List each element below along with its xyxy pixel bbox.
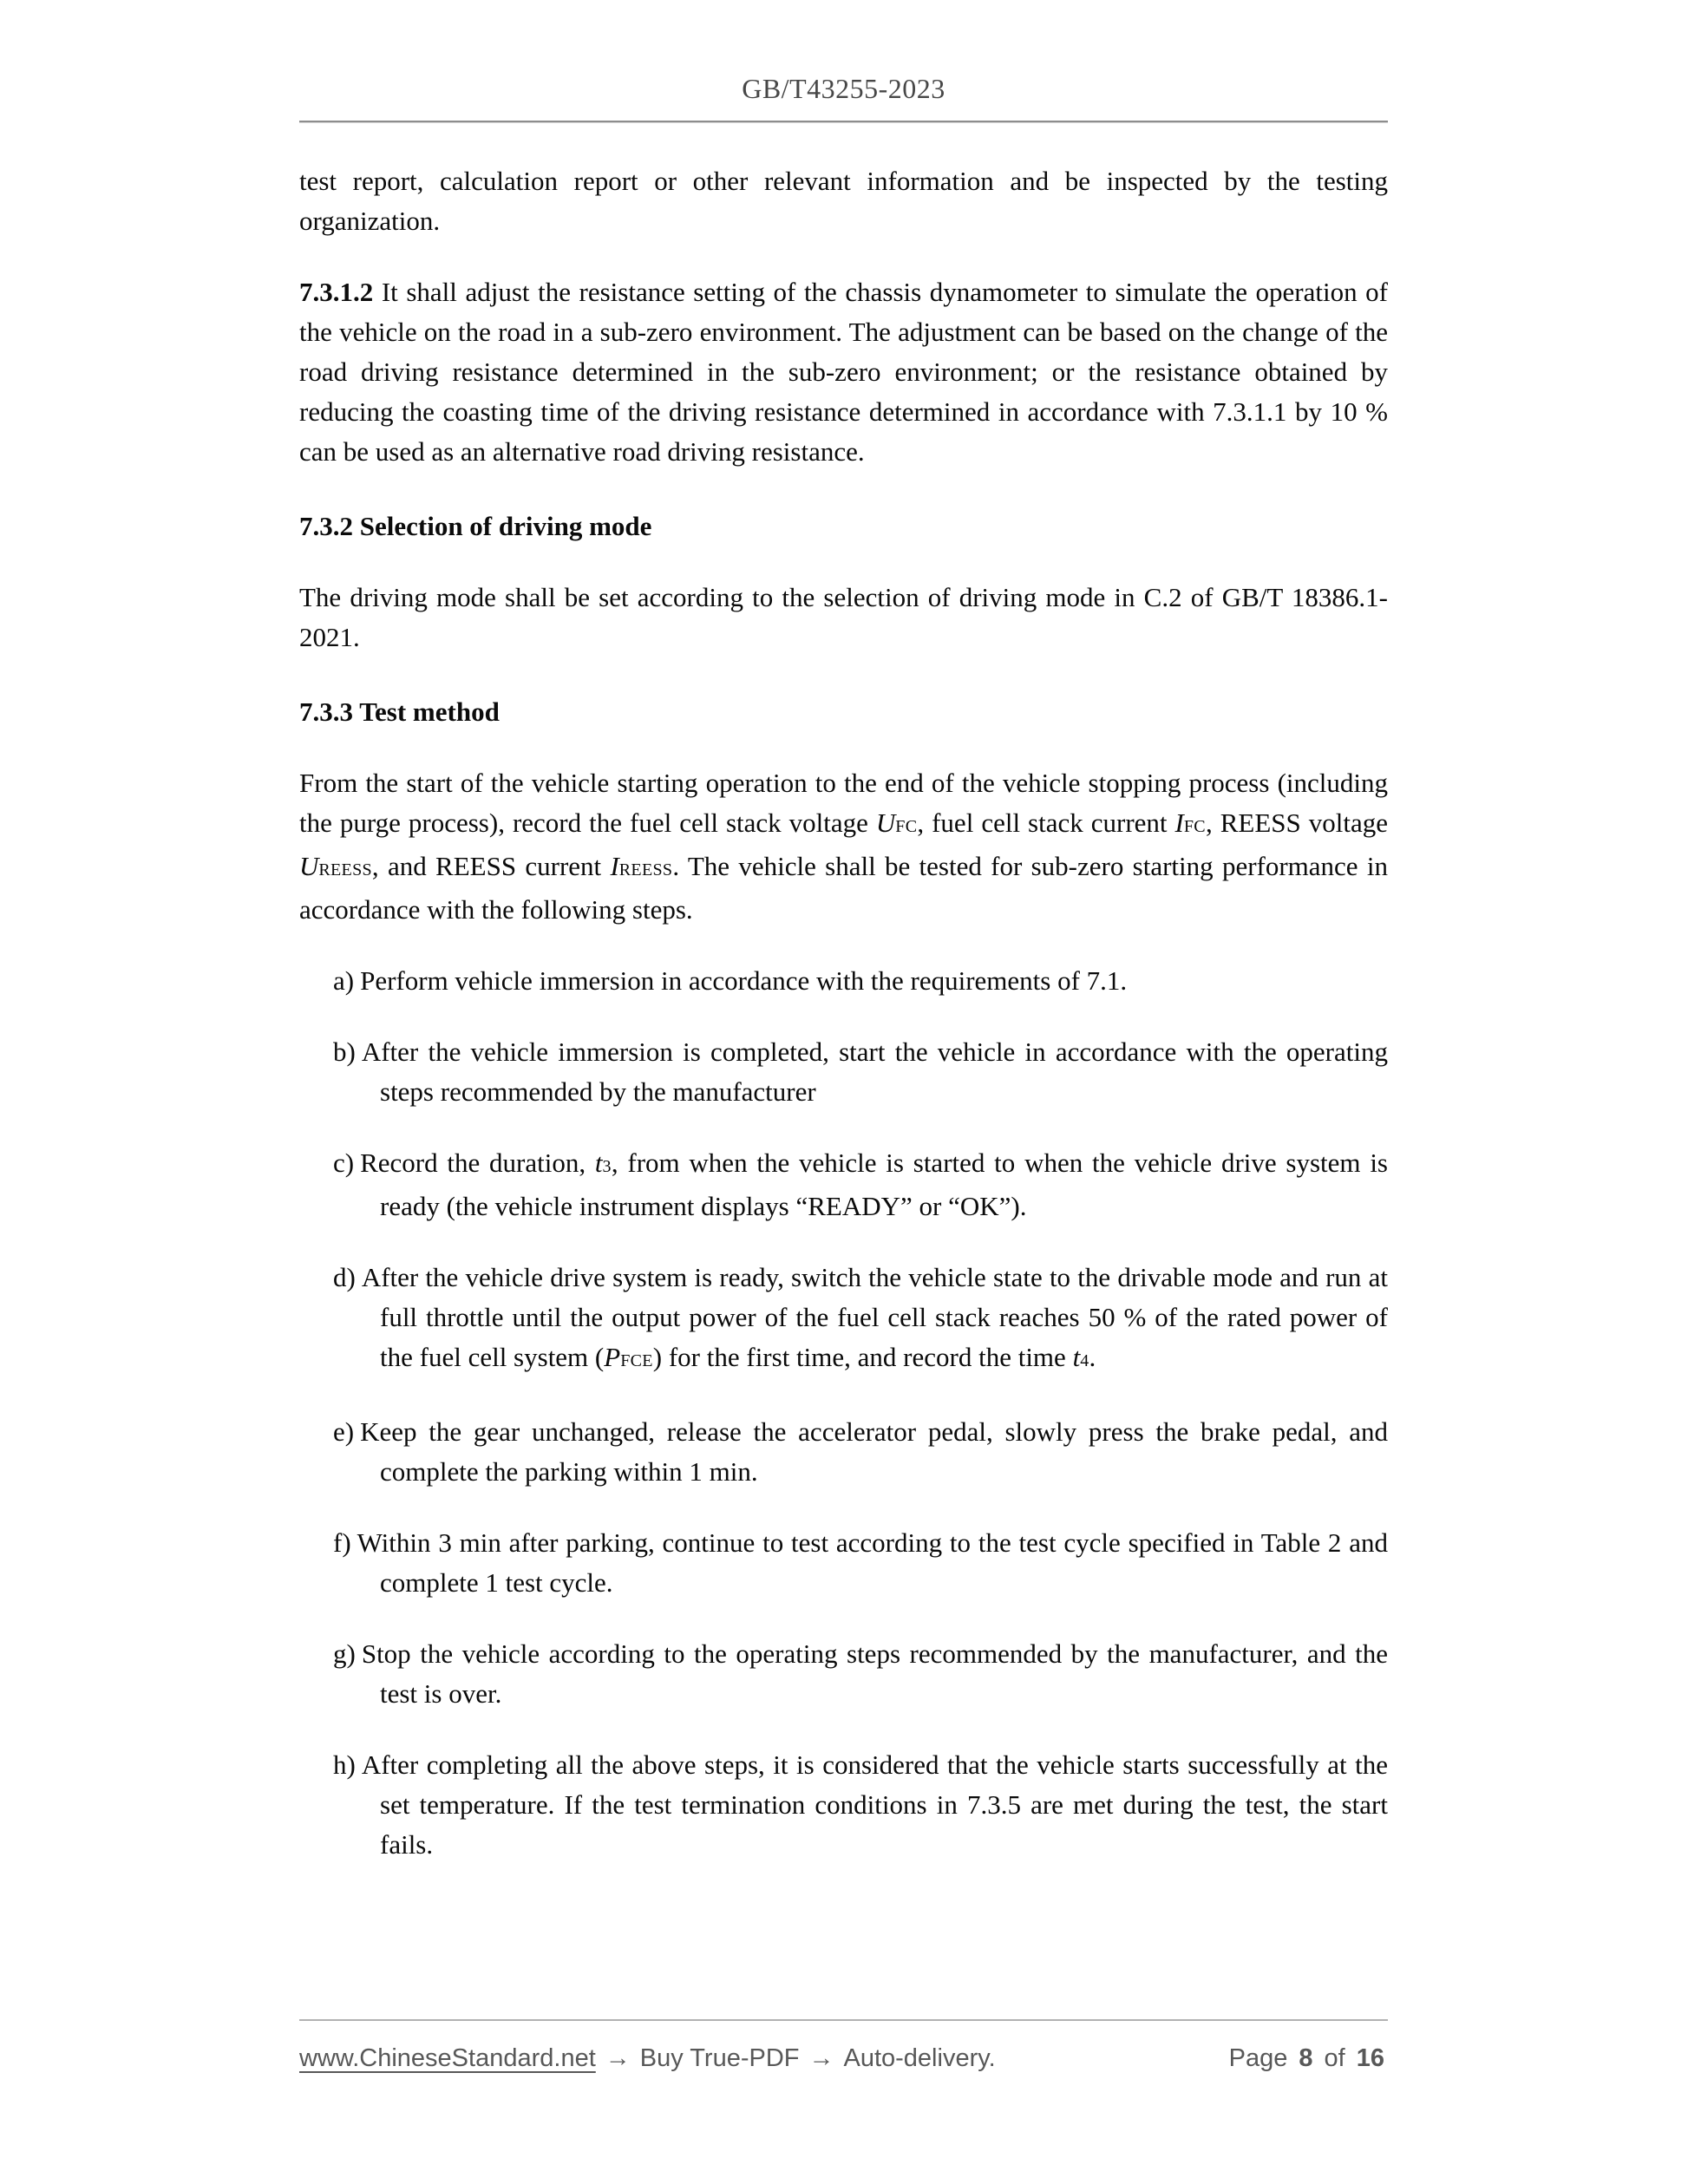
list-item: [299, 961, 1388, 1001]
list-item-label: b): [333, 1036, 356, 1067]
list-item: [299, 1634, 1388, 1714]
text-run: Perform vehicle immersion in accordance with the requirements of 7.1.: [360, 965, 1128, 996]
text-run: The driving mode shall be set according to the selection of driving mode in C.2 of GB/T 18386.1-2021.: [299, 582, 1388, 652]
list-item-label: h): [333, 1749, 356, 1780]
text-run: I: [1174, 808, 1184, 838]
list-item: [299, 1258, 1388, 1381]
page-total: 16: [1356, 2044, 1384, 2072]
text-run: 4: [1080, 1351, 1089, 1370]
text-run: REESS: [618, 860, 673, 879]
text-run: After completing all the above steps, it is considered that the vehicle starts successfully at the set temperature. If the test termination conditions in 7.3.5 are met during the test, the start fails.: [361, 1749, 1388, 1860]
list-item: [299, 1143, 1388, 1226]
page-current: 8: [1299, 2044, 1313, 2072]
text-run: , from when the vehicle is started to when the vehicle drive system is ready (the vehicle instrument displays “READY” or “OK”).: [380, 1148, 1388, 1221]
text-run: Record the duration,: [360, 1148, 595, 1178]
text-run: 3: [602, 1157, 612, 1176]
text-run: test report, calculation report or other relevant information and be inspected by the testing organization.: [299, 166, 1388, 236]
text-run: ) for the first time, and record the time: [652, 1342, 1073, 1372]
page-footer: [299, 2019, 1388, 2073]
text-run: , and REESS current: [371, 851, 611, 881]
text-run: t: [594, 1148, 603, 1178]
footer-delivery-text: Auto-delivery.: [843, 2044, 996, 2072]
right-arrow-icon: →: [808, 2044, 834, 2072]
text-run: t: [1072, 1342, 1081, 1372]
document-number: GB/T43255-2023: [742, 73, 945, 104]
text-run: . The vehicle shall be tested for sub-zero starting performance in accordance with the following steps.: [299, 851, 1388, 925]
list-item-label: a): [333, 965, 355, 996]
right-arrow-icon: →: [605, 2044, 631, 2072]
text-run: 7.3.1.2: [299, 277, 374, 307]
paragraph: [299, 578, 1388, 657]
page-content: [299, 0, 1388, 1896]
text-run: I: [610, 851, 619, 881]
paragraph: [299, 272, 1388, 472]
text-run: FC: [895, 817, 918, 836]
page-label: Page: [1228, 2044, 1288, 2072]
list-item-label: g): [333, 1638, 356, 1669]
footer-buy-text: Buy True-PDF: [639, 2044, 800, 2072]
list-item-label: e): [333, 1416, 355, 1447]
paragraph: [299, 763, 1388, 930]
footer-divider: [299, 2019, 1388, 2021]
text-run: 7.3.3 Test method: [299, 696, 500, 727]
page-indicator: [1229, 2044, 1388, 2073]
text-run: U: [875, 808, 896, 838]
text-run: , fuel cell stack current: [917, 808, 1175, 838]
list-item: [299, 1032, 1388, 1112]
text-run: REESS: [318, 860, 372, 879]
section-heading: [299, 507, 1388, 546]
list-item-label: c): [333, 1148, 355, 1178]
footer-info: [299, 2044, 996, 2073]
text-run: Keep the gear unchanged, release the accelerator pedal, slowly press the brake pedal, and complete the parking within 1 min.: [360, 1416, 1388, 1487]
text-run: P: [604, 1342, 621, 1372]
list-item: [299, 1412, 1388, 1492]
footer-site-link[interactable]: www.ChineseStandard.net: [299, 2044, 596, 2072]
of-label: of: [1324, 2044, 1345, 2072]
document-body: [299, 161, 1388, 1865]
text-run: U: [299, 851, 319, 881]
list-item: [299, 1745, 1388, 1865]
text-run: FC: [1183, 817, 1206, 836]
text-run: From the start of the vehicle starting operation to the end of the vehicle stopping process (including the purge process), record the fuel cell stack voltage: [299, 768, 1388, 838]
text-run: It shall adjust the resistance setting of the chassis dynamometer to simulate the operation of the vehicle on the road in a sub-zero environment. The adjustment can be based on the change of the road driving resistance determined in the sub-zero environment; or the resistance obtained by reducing the coasting time of the driving resistance determined in accordance with 7.3.1.1 by 10 % can be used as an alternative road driving resistance.: [299, 277, 1388, 467]
list-item: [299, 1523, 1388, 1603]
text-run: Stop the vehicle according to the operating steps recommended by the manufacturer, and the test is over.: [361, 1638, 1388, 1709]
text-run: After the vehicle drive system is ready, switch the vehicle state to the drivable mode and run at full throttle until the output power of the fuel cell stack reaches 50 % of the rated power of the fuel cell system (: [361, 1262, 1388, 1372]
text-run: Within 3 min after parking, continue to test according to the test cycle specified in Table 2 and complete 1 test cycle.: [357, 1527, 1388, 1598]
text-run: FCE: [620, 1351, 653, 1370]
header-divider: [299, 121, 1388, 123]
text-run: 7.3.2 Selection of driving mode: [299, 511, 652, 541]
text-run: After the vehicle immersion is completed, start the vehicle in accordance with the operating steps recommended by the manufacturer: [361, 1036, 1388, 1107]
paragraph: [299, 161, 1388, 241]
list-item-label: f): [333, 1527, 351, 1558]
list-item-label: d): [333, 1262, 356, 1292]
text-run: .: [1089, 1342, 1096, 1372]
section-heading: [299, 692, 1388, 732]
text-run: , REESS voltage: [1205, 808, 1388, 838]
